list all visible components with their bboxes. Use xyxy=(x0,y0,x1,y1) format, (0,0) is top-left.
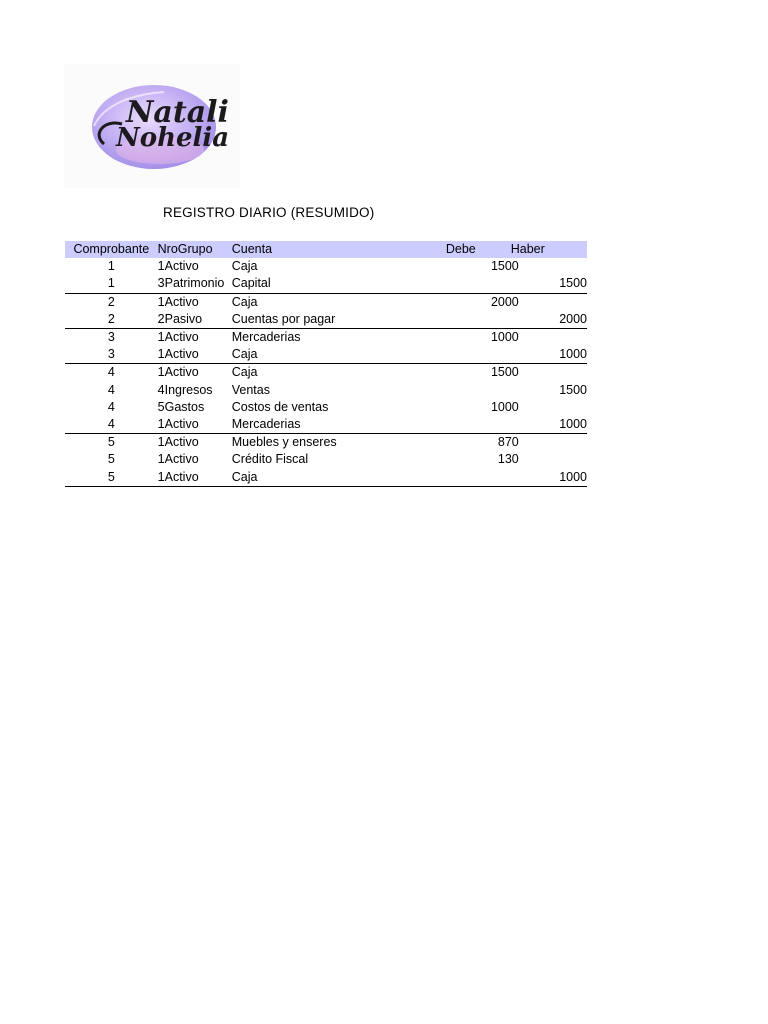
cell-haber xyxy=(519,258,587,275)
cell-nrogrupo: 1Activo xyxy=(157,259,199,274)
cell-debe xyxy=(388,416,519,434)
logo-line1: Natali xyxy=(126,95,229,130)
cell-comprobante: 5 xyxy=(107,435,115,450)
cell-debe xyxy=(388,469,519,487)
cell-cuenta: Crédito Fiscal xyxy=(231,452,309,467)
table-row xyxy=(65,399,587,416)
table-body xyxy=(65,258,587,486)
cell-nrogrupo: 1Activo xyxy=(157,435,199,450)
cell-nrogrupo: 1Activo xyxy=(157,452,199,467)
table-row xyxy=(65,382,587,399)
cell-comprobante: 4 xyxy=(65,416,158,434)
cell-cuenta: Ventas xyxy=(231,382,270,397)
cell-haber xyxy=(519,434,587,452)
table-row xyxy=(65,451,587,468)
cell-cuenta: Costos de ventas xyxy=(231,399,329,414)
cell-haber: 1000 xyxy=(519,469,587,487)
header-haber xyxy=(510,241,587,258)
table-row xyxy=(65,293,587,311)
cell-haber xyxy=(519,329,587,347)
table-row xyxy=(65,311,587,329)
cell-haber xyxy=(519,399,587,416)
table-row xyxy=(65,258,587,275)
cell-cuenta: Caja xyxy=(231,259,258,274)
cell-comprobante: 1 xyxy=(107,259,115,274)
table-header-row xyxy=(65,241,587,258)
cell-nrogrupo: 4Ingresos xyxy=(157,382,213,397)
page-title: REGISTRO DIARIO (RESUMIDO) xyxy=(163,205,375,220)
journal-table xyxy=(65,241,587,487)
cell-haber: 1500 xyxy=(519,275,587,293)
cell-debe: 1500 xyxy=(490,365,519,380)
cell-cuenta: Caja xyxy=(232,469,388,487)
cell-cuenta: Mercaderias xyxy=(232,416,388,434)
cell-comprobante: 3 xyxy=(65,346,158,364)
cell-debe: 130 xyxy=(497,452,519,467)
cell-nrogrupo: 1Activo xyxy=(158,416,232,434)
cell-haber: 1000 xyxy=(519,416,587,434)
header-comprobante: Comprobante xyxy=(73,242,150,256)
header-haber-label: Haber xyxy=(510,242,545,256)
cell-nrogrupo: 1Activo xyxy=(158,346,232,364)
cell-cuenta: Caja xyxy=(231,365,258,380)
cell-haber xyxy=(519,293,587,311)
cell-debe xyxy=(388,311,519,329)
cell-cuenta: Caja xyxy=(232,346,388,364)
cell-nrogrupo: 3Patrimonio xyxy=(158,275,232,293)
cell-comprobante: 4 xyxy=(107,382,115,397)
cell-haber: 1500 xyxy=(559,382,587,397)
cell-cuenta: Muebles y enseres xyxy=(231,435,337,450)
cell-cuenta: Mercaderias xyxy=(231,330,301,345)
table-row xyxy=(65,329,587,347)
brand-logo-graphic xyxy=(64,64,240,188)
header-cuenta: Cuenta xyxy=(231,242,273,256)
table-row xyxy=(65,469,587,487)
cell-nrogrupo: 1Activo xyxy=(158,469,232,487)
cell-haber: 1000 xyxy=(519,346,587,364)
cell-cuenta: Caja xyxy=(231,294,258,309)
table-row xyxy=(65,434,587,452)
cell-comprobante: 4 xyxy=(107,365,115,380)
cell-debe: 2000 xyxy=(490,294,519,309)
cell-comprobante: 1 xyxy=(65,275,158,293)
cell-nrogrupo: 1Activo xyxy=(157,365,199,380)
cell-haber xyxy=(519,364,587,382)
cell-haber xyxy=(519,451,587,468)
cell-nrogrupo: 2Pasivo xyxy=(158,311,232,329)
cell-comprobante: 3 xyxy=(107,330,115,345)
table-row xyxy=(65,416,587,434)
cell-nrogrupo: 5Gastos xyxy=(157,399,205,414)
cell-debe: 1500 xyxy=(490,259,519,274)
cell-cuenta: Capital xyxy=(232,275,388,293)
cell-debe: 1000 xyxy=(490,399,519,414)
cell-debe xyxy=(388,346,519,364)
table-row xyxy=(65,275,587,293)
logo-line2: Nohelia xyxy=(116,123,230,153)
brand-logo xyxy=(64,64,240,188)
cell-nrogrupo: 1Activo xyxy=(157,294,199,309)
cell-comprobante: 5 xyxy=(65,469,158,487)
table-row xyxy=(65,346,587,364)
cell-comprobante: 5 xyxy=(107,452,115,467)
cell-comprobante: 4 xyxy=(107,399,115,414)
header-debe: Debe xyxy=(445,242,476,256)
cell-comprobante: 2 xyxy=(65,311,158,329)
cell-cuenta: Cuentas por pagar xyxy=(232,311,388,329)
cell-comprobante: 2 xyxy=(107,294,115,309)
cell-debe xyxy=(388,382,519,399)
table-row xyxy=(65,364,587,382)
cell-debe: 1000 xyxy=(490,330,519,345)
header-nrogrupo: NroGrupo xyxy=(157,242,213,256)
cell-debe: 870 xyxy=(497,435,519,450)
cell-haber: 2000 xyxy=(519,311,587,329)
cell-nrogrupo: 1Activo xyxy=(157,330,199,345)
cell-debe xyxy=(388,275,519,293)
